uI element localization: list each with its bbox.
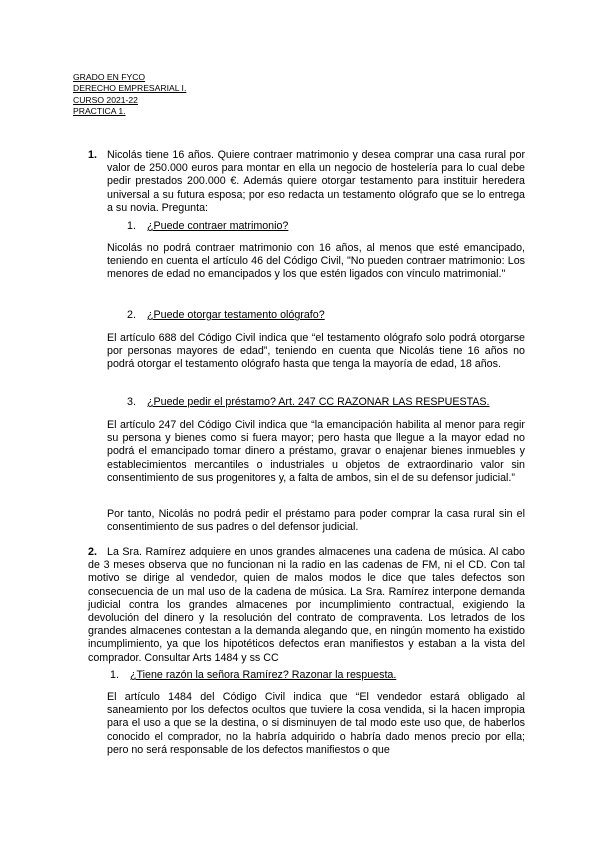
case1-answer1: Nicolás no podrá contraer matrimonio con 16 años, al menos que esté emancipado, teniendo en cuenta el artículo 46 del Código Civil, "No pueden contraer matrimonio: Los menores de edad no emancipados y los que estén ligados con vínculo matrimonial." <box>107 242 525 281</box>
case2-question1-text: ¿Tiene razón la señora Ramírez? Razonar la respuesta. <box>130 669 397 681</box>
case1-question3-text: ¿Puede pedir el préstamo? Art. 247 CC RAZONAR LAS RESPUESTAS. <box>147 396 490 408</box>
header-course: CURSO 2021-22 <box>73 94 138 105</box>
document-header <box>73 72 186 118</box>
case2-number: 2. <box>88 546 97 558</box>
case1-question2 <box>127 309 325 322</box>
header-degree: GRADO EN FYCO <box>73 72 146 82</box>
case1-question1 <box>127 220 288 233</box>
header-subject: DERECHO EMPRESARIAL I. <box>73 83 187 94</box>
case2-answer1: El artículo 1484 del Código Civil indica que “El vendedor estará obligado al saneamiento por los defectos ocultos que tuviere la cosa vendida, si la hacen impropia para el uso a que se la destina, o si disminuyen de tal modo este uso que, de haberlos conocido el comprador, no la habría adquirido o habría dado menos precio por ella; pero no será responsable de los defectos manifiestos o que <box>107 691 525 756</box>
case1-question3-number: 3. <box>127 396 136 408</box>
case1-number: 1. <box>88 149 97 161</box>
case2-statement: La Sra. Ramírez adquiere en unos grandes almacenes una cadena de música. Al cabo de 3 meses observa que no funcionan ni la radio en las cadenas de FM, ni el CD. Con tal motivo se dirige al vendedor, quien de malos modos le dice que tales defectos son consecuencia de un mal uso de la cadena de música. La Sra. Ramírez interpone demanda judicial contra los grandes almacenes por incumplimiento contractual, exigiendo la devolución del dinero y la resolución del contrato de compraventa. Los letrados de los grandes almacenes contestan a la demanda alegando que, en ningún momento ha existido incumplimiento, ya que los hipotéticos defectos eran manifiestos y estaban a la vista del comprador. Consultar Arts 1484 y ss CC <box>88 546 525 664</box>
case1-statement: Nicolás tiene 16 años. Quiere contraer matrimonio y desea comprar una casa rural por valor de 250.000 euros para montar en ella un negocio de hostelería para lo cual debe pedir prestados 200.000 €. Además quiere otorgar testamento para instituir heredera universal a su futura esposa; por eso redacta un testamento ológrafo que se lo entrega a su novia. Pregunta: <box>107 149 525 214</box>
case1-conclusion: Por tanto, Nicolás no podrá pedir el préstamo para poder comprar la casa rural sin el consentimiento de sus padres o del defensor judicial. <box>107 508 525 534</box>
case1-question1-number: 1. <box>127 220 136 232</box>
case1-question1-text: ¿Puede contraer matrimonio? <box>147 220 289 232</box>
case1-question2-text: ¿Puede otorgar testamento ológrafo? <box>147 309 325 321</box>
case2-question1-number: 1. <box>110 669 119 681</box>
case1-answer2: El artículo 688 del Código Civil indica que “el testamento ológrafo solo podrá otorgarse por personas mayores de edad”, teniendo en cuenta que Nicolás tiene 16 años no podrá otorgar el testamento ológrafo hasta que tenga la mayoría de edad, 18 años. <box>107 332 525 371</box>
case1-question3 <box>127 396 490 409</box>
case2-question1 <box>110 669 396 682</box>
case1-answer3: El artículo 247 del Código Civil indica que “la emancipación habilita al menor para regir su persona y bienes como si fuera mayor; pero hasta que llegue a la mayor edad no podrá el emancipado tomar dinero a préstamo, gravar o enajenar bienes inmuebles y establecimientos mercantiles o industriales u objetos de extraordinario valor sin consentimiento de sus progenitores y, a falta de ambos, sin el de su defensor judicial.” <box>107 419 525 484</box>
case1-question2-number: 2. <box>127 309 136 321</box>
header-practice: PRACTICA 1. <box>73 106 126 117</box>
